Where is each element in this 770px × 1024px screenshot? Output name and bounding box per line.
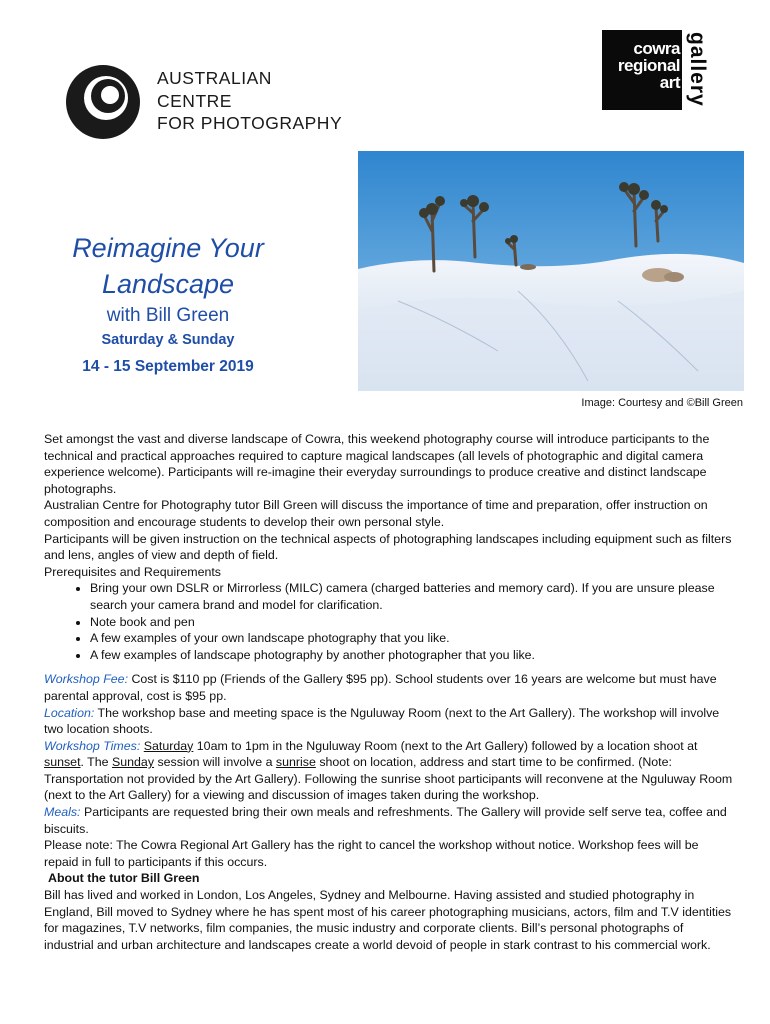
cowra-logo-side-text: gallery xyxy=(686,32,709,107)
image-caption: Image: Courtesy and ©Bill Green xyxy=(581,397,743,409)
fee-label: Workshop Fee: xyxy=(44,672,129,687)
event-date: 14 - 15 September 2019 xyxy=(82,358,254,375)
times-paragraph xyxy=(44,738,734,804)
acp-logo xyxy=(64,64,364,140)
intro-paragraph: Set amongst the vast and diverse landscape of Cowra, this weekend photography course will introduce participants to the technical and practical approaches required to capture magical landscapes (all levels of photographic and digital camera experience welcome). Participants will re-imagine their everyday surroundings to produce creative and distinct landscape photographs. xyxy=(44,432,710,496)
document-body xyxy=(44,431,734,953)
list-item: • Bring your own DSLR or Mirrorless (MILC) camera (charged batteries and memory card). If you are unsure please search your camera brand and model for clarification. xyxy=(90,580,734,613)
location-paragraph xyxy=(44,705,734,738)
location-text: The workshop base and meeting space is the Nguluway Room (next to the Art Gallery). The workshop will involve two location shoots. xyxy=(44,705,720,737)
event-days: Saturday & Sunday xyxy=(101,332,235,348)
acp-logo-mark-icon xyxy=(64,64,144,140)
fee-paragraph xyxy=(44,671,734,704)
snow-landscape-illustration xyxy=(358,151,744,391)
times-sunset: sunset xyxy=(44,755,81,770)
event-title-block xyxy=(40,230,296,376)
cowra-logo-text xyxy=(608,40,680,91)
times-saturday: Saturday xyxy=(143,738,194,753)
list-item: • A few examples of your own landscape photography that you like. xyxy=(90,630,734,647)
about-text: Bill has lived and worked in London, Los Angeles, Sydney and Melbourne. Having assisted and studied photography in England, Bill moved to Sydney where he has spent most of his career photographing musicians, actors, film and T.V identities for magazines, T.V networks, film companies, the music industry and corporate clients. Bill’s personal photographs of industrial and urban architecture and landscapes create a world devoid of people in stark contrast to his commercial work. xyxy=(44,888,732,952)
acp-logo-line: CENTRE xyxy=(157,90,232,111)
times-text: 10am to 1pm in the Nguluway Room (next to the Art Gallery) followed by a location shoot at xyxy=(193,738,698,753)
acp-logo-text xyxy=(157,67,342,135)
meals-text: Participants are requested bring their own meals and refreshments. The Gallery will provide self serve tea, coffee and biscuits. xyxy=(44,805,727,836)
cowra-logo-line: art xyxy=(659,73,680,92)
times-text: shoot on location, address and start time to be confirmed. (Note: Transportation not provided by the Art Gallery). Following the sunrise shoot participants will reconvene at the Nguluway Room (next to the Art Gallery) for a viewing and discussion of images taken during the workshop. xyxy=(44,755,733,803)
times-sunrise: sunrise xyxy=(275,755,316,770)
fee-text: Cost is $110 pp (Friends of the Gallery $95 pp). School students over 16 years are welcome but must have parental approval, cost is $95 pp. xyxy=(44,672,717,703)
meals-label: Meals: xyxy=(44,805,81,820)
prereq-list xyxy=(44,580,734,663)
times-text: session will involve a xyxy=(154,755,276,770)
event-title-line: Reimagine Your xyxy=(72,233,264,263)
list-item: • Note book and pen xyxy=(90,614,734,631)
cancellation-note: Please note: The Cowra Regional Art Gallery has the right to cancel the workshop without notice. Workshop fees will be repaid in full to participants if this occurs. xyxy=(44,838,699,869)
meals-paragraph xyxy=(44,804,734,837)
intro-paragraph: Australian Centre for Photography tutor Bill Green will discuss the importance of time and preparation, offer instruction on composition and encourage students to develop their own personal style. xyxy=(44,498,708,529)
about-heading: About the tutor Bill Green xyxy=(48,871,200,886)
location-label: Location: xyxy=(44,705,95,720)
cowra-gallery-logo xyxy=(602,30,712,110)
list-item: • A few examples of landscape photography by another photographer that you like. xyxy=(90,647,734,664)
acp-logo-line: FOR PHOTOGRAPHY xyxy=(157,113,343,133)
event-title-line: Landscape xyxy=(101,269,235,299)
times-label: Workshop Times: xyxy=(44,738,141,753)
cowra-logo-line: regional xyxy=(617,56,680,75)
prereq-heading: Prerequisites and Requirements xyxy=(44,564,222,579)
times-text: . The xyxy=(80,755,112,770)
event-tutor: with Bill Green xyxy=(106,305,230,326)
acp-logo-line: AUSTRALIAN xyxy=(157,68,272,88)
hero-landscape-image xyxy=(358,151,744,391)
intro-paragraph: Participants will be given instruction on the technical aspects of photographing landscapes including equipment such as filters and lens, angles of view and depth of field. xyxy=(44,531,732,563)
cowra-logo-line: cowra xyxy=(633,39,680,58)
times-sunday: Sunday xyxy=(111,755,155,770)
